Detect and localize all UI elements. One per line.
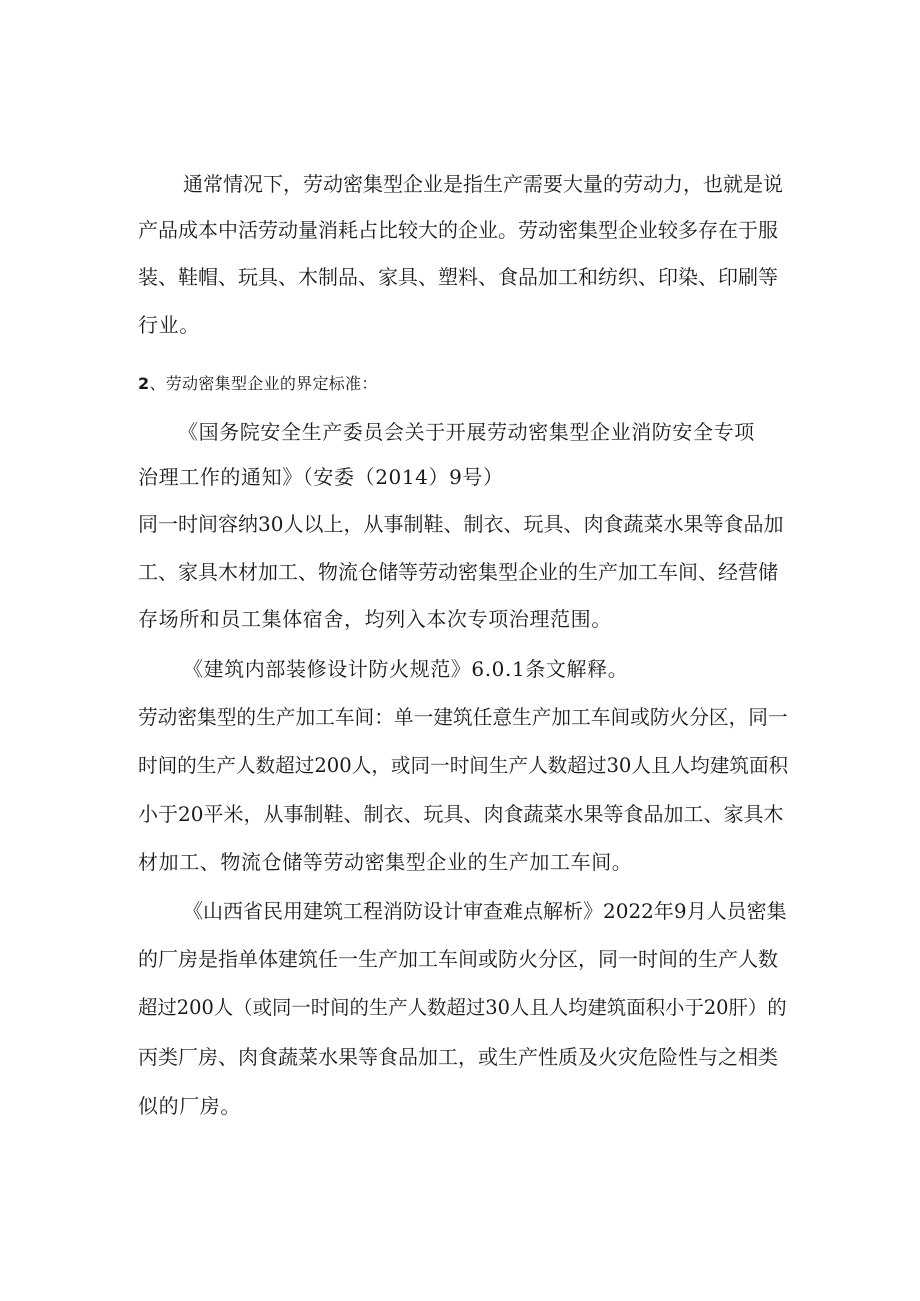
paragraph-4-line: 的厂房是指单体建筑任一生产加工车间或防火分区，同一时间的生产人数 <box>138 947 778 971</box>
paragraph-4-line: 《山西省民用建筑工程消防设计审查难点解析》2022年9月人员密集 <box>183 899 787 923</box>
paragraph-1-line: 通常情况下，劳动密集型企业是指生产需要大量的劳动力，也就是说 <box>183 172 783 196</box>
source-citation-line: 《国务院安全生产委员会关于开展劳动密集型企业消防安全专项 <box>178 420 755 444</box>
source-citation-line: 治理工作的通知》（安委（2014）9号） <box>138 465 504 489</box>
paragraph-4-line: 丙类厂房、肉食蔬菜水果等食品加工，或生产性质及火灾危险性与之相类 <box>138 1045 778 1069</box>
paragraph-2-line: 工、家具木材加工、物流仓储等劳动密集型企业的生产加工车间、经营储 <box>138 560 778 584</box>
paragraph-1-line: 行业。 <box>138 313 200 337</box>
paragraph-2-line: 同一时间容纳30人以上，从事制鞋、制衣、玩具、肉食蔬菜水果等食品加 <box>138 512 784 536</box>
paragraph-1-line: 装、鞋帽、玩具、木制品、家具、塑料、食品加工和纺织、印染、印刷等 <box>138 265 778 289</box>
section-heading-text: 、劳动密集型企业的界定标准： <box>149 374 378 393</box>
section-heading-number: 2 <box>138 374 150 393</box>
paragraph-2-line: 存场所和员工集体宿舍，均列入本次专项治理范围。 <box>138 607 612 631</box>
source-citation-2: 《建筑内部装修设计防火规范》6.0.1条文解释。 <box>183 657 629 681</box>
paragraph-4-line: 超过200人（或同一时间的生产人数超过30人且人均建筑面积小于20肝）的 <box>138 996 787 1019</box>
section-heading <box>138 372 378 396</box>
paragraph-4-line: 似的厂房。 <box>138 1094 241 1118</box>
paragraph-3-line: 小于20平米，从事制鞋、制衣、玩具、肉食蔬菜水果等食品加工、家具木 <box>138 802 784 826</box>
paragraph-3-line: 时间的生产人数超过200人，或同一时间生产人数超过30人且人均建筑面积 <box>138 754 789 777</box>
paragraph-3-line: 劳动密集型的生产加工车间：单一建筑任意生产加工车间或防火分区，同一 <box>138 706 788 729</box>
paragraph-3-line: 材加工、物流仓储等劳动密集型企业的生产加工车间。 <box>138 850 633 874</box>
paragraph-1-line: 产品成本中活劳动量消耗占比较大的企业。劳动密集型企业较多存在于服 <box>138 218 778 242</box>
